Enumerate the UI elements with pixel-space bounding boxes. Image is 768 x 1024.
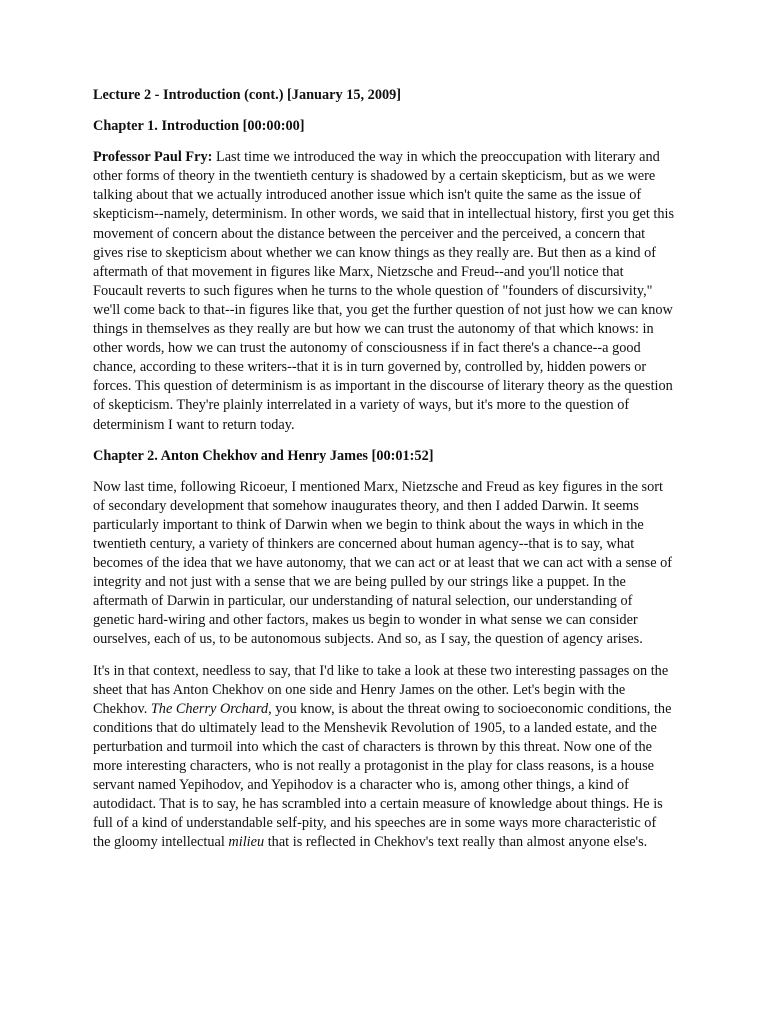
- chapter-1-text: Last time we introduced the way in which the preoccupation with literary and other forms of theory in the twentieth century is shadowed by a certain skepticism, but as we were talking about that we actually introduced another issue which isn't quite the same as the issue of skepticism--namely, determinism. In other words, we said that in intellectual history, first you get this movement of concern about the distance between the perceiver and the perceived, a concern that gives rise to skepticism about whether we can know things as they really are. But then as a kind of aftermath of that movement in figures like Marx, Nietzsche and Freud--and you'll notice that Foucault reverts to such figures when he turns to the whole question of "founders of discursivity," we'll come back to that--in figures like that, you get the further question of not just how we can know things in themselves as they really are but how we can trust the autonomy of that which knows: in other words, how we can trust the autonomy of consciousness if in fact there's a chance--a good chance, according to these writers--that it is in turn governed by, controlled by, hidden powers or forces. This question of determinism is as important in the discourse of literary theory as the question of skepticism. They're plainly interrelated in a variety of ways, but it's more to the question of determinism I want to return today.: [93, 149, 675, 433]
- speaker-name: Professor Paul Fry:: [93, 149, 213, 166]
- italic-term: milieu: [228, 834, 265, 851]
- chapter-1-heading: Chapter 1. Introduction [00:00:00]: [93, 118, 305, 135]
- paragraph-text-segment: It's in that context, needless to say, that I'd like to take a look at these two interesting passages on the sheet that has Anton Chekhov on one side and Henry James on the other. Let's begin with the Chekhov.: [93, 662, 669, 717]
- chapter-2-heading: Chapter 2. Anton Chekhov and Henry James [00:01:52]: [93, 447, 434, 464]
- chapter-2-paragraph-2: [93, 662, 677, 853]
- paragraph-text-segment: , you know, is about the threat owing to socioeconomic conditions, the conditions that do ultimately lead to the Menshevik Revolution of 1905, to a landed estate, and the perturbation and turmoil into which the cast of characters is thrown by this threat. Now one of the more interesting characters, who is not really a protagonist in the play for class reasons, is a house servant named Yepihodov, and Yepihodov is a character who is, among other things, a kind of autodidact. That is to say, he has scrambled into a certain measure of knowledge about things. He is full of a kind of understandable self-pity, and his speeches are in some ways more characteristic of the gloomy intellectual: [93, 700, 672, 851]
- chapter-1-paragraph: [93, 148, 677, 434]
- chapter-2-paragraph-1: Now last time, following Ricoeur, I mentioned Marx, Nietzsche and Freud as key figures in the sort of secondary development that somehow inaugurates theory, and then I added Darwin. It seems particularly important to think of Darwin when we begin to think about the ways in which in the twentieth century, a variety of thinkers are concerned about human agency--that is to say, what becomes of the idea that we have autonomy, that we can act or at least that we can act with a sense of integrity and not just with a sense that we are being pulled by our strings like a puppet. In the aftermath of Darwin in particular, our understanding of natural selection, our understanding of genetic hard-wiring and other factors, makes us begin to wonder in what sense we can consider ourselves, each of us, to be autonomous subjects. And so, as I say, the question of agency arises.: [93, 478, 673, 648]
- paragraph-text-segment: that is reflected in Chekhov's text really than almost anyone else's.: [264, 834, 648, 851]
- play-title: The Cherry Orchard: [150, 700, 269, 717]
- document-page: [93, 86, 677, 864]
- lecture-title: Lecture 2 - Introduction (cont.) [January 15, 2009]: [93, 87, 402, 103]
